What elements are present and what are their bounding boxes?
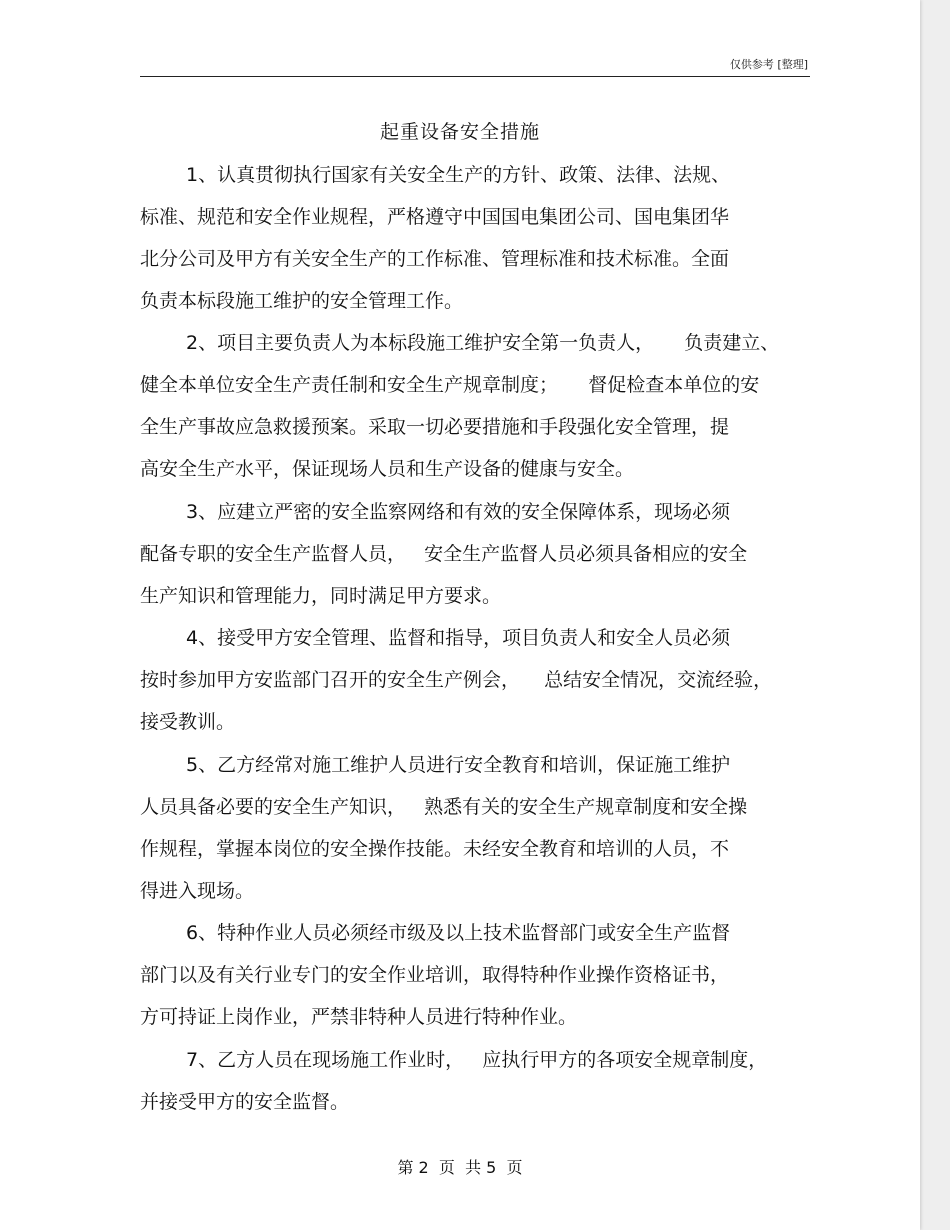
paragraph-1-line-1: 1、认真贯彻执行国家有关安全生产的方针、政策、法律、法规、: [186, 164, 731, 186]
paragraph-3-line-3: 生产知识和管理能力，同时满足甲方要求。: [140, 585, 502, 607]
paragraph-4-line-3: 接受教训。: [140, 711, 236, 733]
paragraph-1-line-2: 标准、规范和安全作业规程，严格遵守中国国电集团公司、国电集团华: [140, 206, 730, 228]
paragraph-6-line-2: 部门以及有关行业专门的安全作业培训，取得特种作业操作资格证书，: [140, 964, 730, 986]
paragraph-1-line-3: 北分公司及甲方有关安全生产的工作标准、管理标准和技术标准。全面: [140, 248, 730, 270]
paragraph-6-line-3: 方可持证上岗作业，严禁非特种人员进行特种作业。: [140, 1006, 578, 1028]
paragraph-2-line-2: 健全本单位安全生产责任制和安全生产规章制度； 督促检查本单位的安: [140, 374, 760, 396]
paragraph-2-line-3: 全生产事故应急救援预案。采取一切必要措施和手段强化安全管理，提: [140, 416, 730, 438]
paragraph-5-line-1: 5、乙方经常对施工维护人员进行安全教育和培训，保证施工维护: [186, 754, 731, 776]
paragraph-5-line-2: 人员具备必要的安全生产知识， 熟悉有关的安全生产规章制度和安全操: [140, 796, 748, 818]
paragraph-5-line-3: 作规程，掌握本岗位的安全操作技能。未经安全教育和培训的人员，不: [140, 838, 730, 860]
paragraph-2-line-4: 高安全生产水平，保证现场人员和生产设备的健康与安全。: [140, 458, 635, 480]
paragraph-3-line-1: 3、应建立严密的安全监察网络和有效的安全保障体系，现场必须: [186, 501, 731, 523]
paragraph-7-line-2: 并接受甲方的安全监督。: [140, 1091, 350, 1113]
paragraph-7-line-1: 7、乙方人员在现场施工作业时， 应执行甲方的各项安全规章制度，: [186, 1049, 768, 1071]
header-rule: [140, 76, 810, 77]
header-note: 仅供参考 [整理]: [729, 58, 808, 71]
paragraph-6-line-1: 6、特种作业人员必须经市级及以上技术监督部门或安全生产监督: [186, 922, 731, 944]
document-title: 起重设备安全措施: [379, 121, 540, 143]
paragraph-4-line-1: 4、接受甲方安全管理、监督和指导，项目负责人和安全人员必须: [186, 627, 731, 649]
page-number: 第 2 页 共 5 页: [397, 1158, 523, 1177]
paragraph-2-line-1: 2、项目主要负责人为本标段施工维护安全第一负责人， 负责建立、: [186, 332, 780, 354]
paragraph-3-line-2: 配备专职的安全生产监督人员， 安全生产监督人员必须具备相应的安全: [140, 543, 748, 565]
paragraph-1-line-4: 负责本标段施工维护的安全管理工作。: [140, 290, 464, 312]
paragraph-5-line-4: 得进入现场。: [140, 880, 255, 902]
paragraph-4-line-2: 按时参加甲方安监部门召开的安全生产例会， 总结安全情况，交流经验，: [140, 669, 773, 691]
